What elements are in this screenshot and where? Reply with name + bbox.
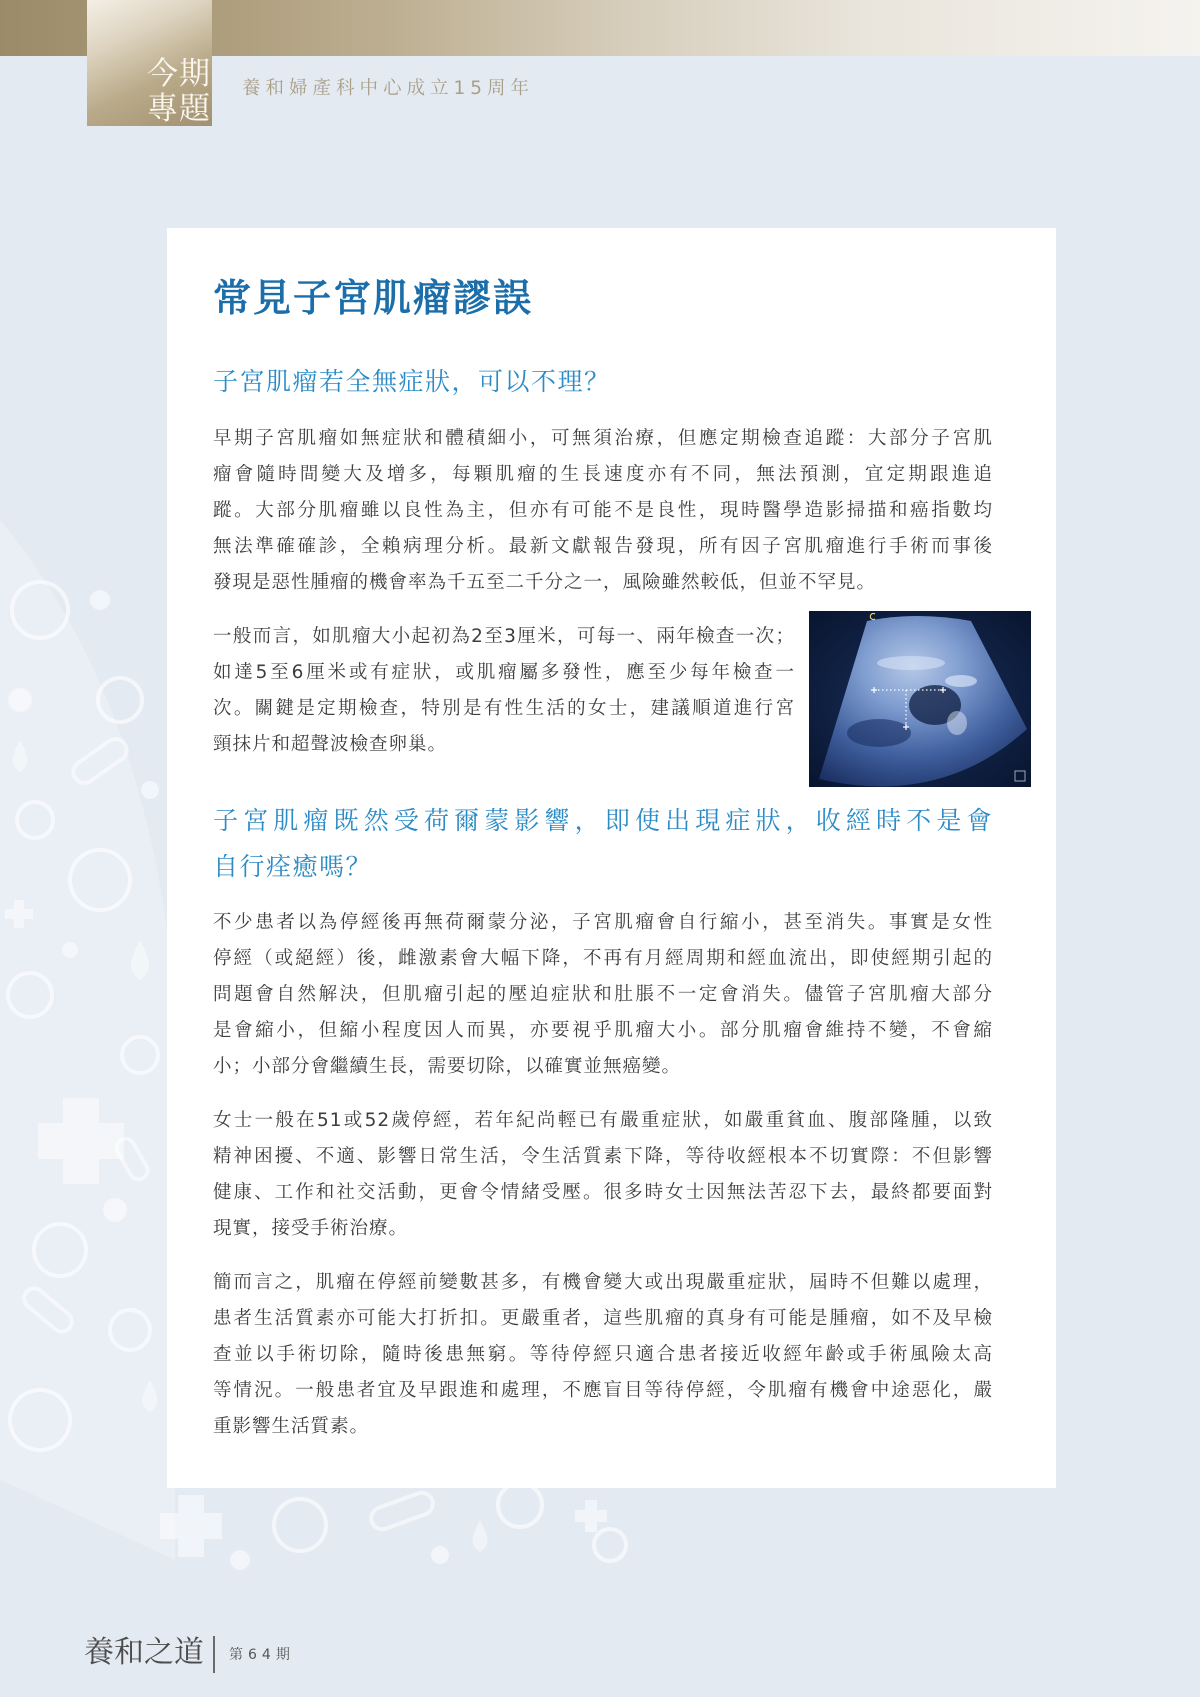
section-heading [213, 798, 993, 890]
text-line: 頸抹片和超聲波檢查卵巢。 [213, 734, 448, 755]
section-heading-line: 子宮肌瘤既然受荷爾蒙影響，即使出現症狀，收經時不是會 [213, 806, 993, 835]
text-line: 是會縮小，但縮小程度因人而異，亦要視乎肌瘤大小。部分肌瘤會維持不變，不會縮 [213, 1020, 993, 1041]
paragraph [213, 905, 993, 1085]
pattern-dot [141, 781, 159, 799]
cross-icon [38, 1123, 124, 1159]
text-line: 患者生活質素亦可能大打折扣。更嚴重者，這些肌瘤的真身有可能是腫瘤，如不及早檢 [213, 1308, 993, 1329]
paragraph [213, 421, 993, 601]
pattern-circle [498, 1483, 542, 1527]
section-heading-line: 自行痊癒嗎？ [213, 852, 373, 881]
paragraph [213, 1265, 993, 1445]
text-line: 健康、工作和社交活動，更會令情緒受壓。很多時女士因無法苦忍下去，最終都要面對 [213, 1182, 993, 1203]
text-line: 問題會自然解決，但肌瘤引起的壓迫症狀和肚脹不一定會消失。儘管子宮肌瘤大部分 [213, 984, 993, 1005]
text-line: 查並以手術切除，隨時後患無窮。等待停經只適合患者接近收經年齡或手術風險太高 [213, 1344, 993, 1365]
text-line: 發現是惡性腫瘤的機會率為千五至二千分之一，風險雖然較低，但並不罕見。 [213, 572, 877, 593]
text-line: 簡而言之，肌瘤在停經前變數甚多，有機會變大或出現嚴重症狀，屆時不但難以處理， [213, 1272, 993, 1293]
pattern-circle [594, 1529, 626, 1561]
text-line: 等情況。一般患者宜及早跟進和處理，不應盲目等待停經，令肌瘤有機會中途惡化，嚴 [213, 1380, 993, 1401]
text-line: 早期子宮肌瘤如無症狀和體積細小，可無須治療，但應定期檢查追蹤：大部分子宮肌 [213, 428, 993, 449]
header-subtitle: 養和婦產科中心成立15周年 [242, 78, 535, 99]
paragraph [213, 1103, 993, 1247]
text-line: 重影響生活質素。 [213, 1416, 370, 1437]
pill-icon [368, 1490, 436, 1533]
ultrasound-bright-band [945, 675, 977, 687]
text-line: 如達5至6厘米或有症狀，或肌瘤屬多發性，應至少每年檢查一 [213, 662, 795, 683]
text-line: 瘤會隨時間變大及增多，每顆肌瘤的生長速度亦有不同，無法預測，宜定期跟進追 [213, 464, 993, 485]
ultrasound-dark-area [847, 719, 911, 747]
drop-icon [472, 1520, 487, 1552]
text-line: 女士一般在51或52歲停經，若年紀尚輕已有嚴重症狀，如嚴重貧血、腹部隆腫，以致 [213, 1110, 993, 1131]
section-tag-text [147, 57, 211, 127]
section-tag [87, 0, 212, 126]
section-tag-line: 專題 [147, 91, 211, 127]
pattern-dot [62, 942, 78, 958]
issue-number: 第64期 [229, 1647, 295, 1663]
text-line: 次。關鍵是定期檢查，特別是有性生活的女士，建議順道進行宮 [213, 698, 795, 719]
cross-icon [575, 1510, 607, 1522]
section-tag-line: 今期 [147, 56, 211, 92]
text-line: 蹤。大部分肌瘤雖以良性為主，但亦有可能不是良性，現時醫學造影掃描和癌指數均 [213, 500, 993, 521]
cross-icon [5, 909, 33, 919]
pattern-dot [103, 1198, 127, 1222]
ultrasound-image [809, 611, 1031, 787]
ultrasound-bright-spot [947, 711, 967, 735]
ultrasound-bright-band [877, 656, 945, 670]
pattern-dot [431, 1546, 449, 1564]
article-title: 常見子宮肌瘤謬誤 [213, 276, 534, 320]
text-line: 小；小部分會繼續生長，需要切除，以確實並無癌變。 [213, 1056, 682, 1077]
footer-divider [213, 1636, 215, 1673]
pattern-circle [274, 1499, 326, 1551]
magazine-logo: 養和之道 [84, 1635, 204, 1670]
pattern-dot [90, 590, 110, 610]
text-line: 不少患者以為停經後再無荷爾蒙分泌，子宮肌瘤會自行縮小，甚至消失。事實是女性 [213, 912, 993, 933]
section-heading-line: 子宮肌瘤若全無症狀，可以不理？ [213, 367, 611, 396]
text-line: 精神困擾、不適、影響日常生活，令生活質素下降，等待收經根本不切實際：不但影響 [213, 1146, 993, 1167]
pattern-dot [8, 688, 32, 712]
section-heading [213, 362, 993, 402]
article-card [167, 228, 1056, 1488]
pattern-dot [230, 1550, 250, 1570]
text-line: 無法準確確診，全賴病理分析。最新文獻報告發現，所有因子宮肌瘤進行手術而事後 [213, 536, 993, 557]
text-line: 現實，接受手術治療。 [213, 1218, 409, 1239]
text-line: 停經（或絕經）後，雌激素會大幅下降，不再有月經周期和經血流出，即使經期引起的 [213, 948, 993, 969]
cross-icon [160, 1513, 222, 1539]
text-line: 一般而言，如肌瘤大小起初為2至3厘米，可每一、兩年檢查一次； [213, 626, 795, 647]
